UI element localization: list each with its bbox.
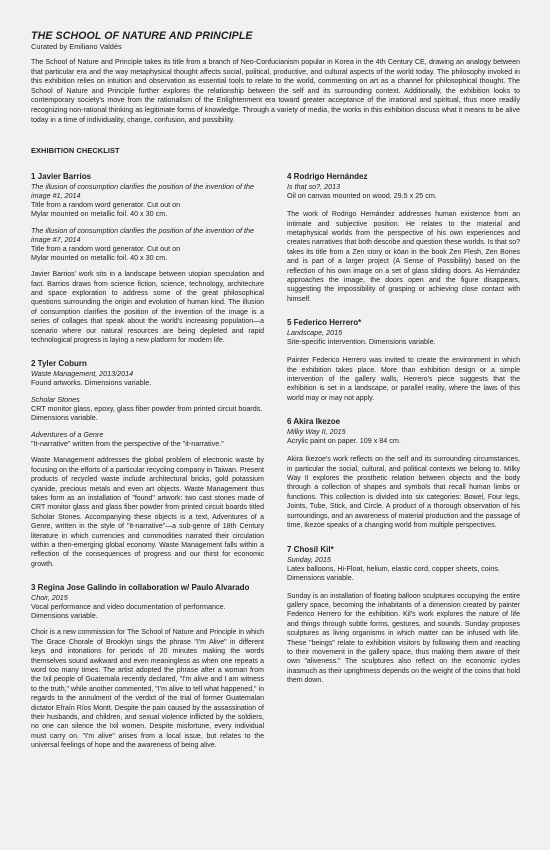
entry-description: Waste Management addresses the global problem of electronic waste by focusing on the efforts of a particular recycling company in Taiwan. Present products of recycled waste include architectural bricks, gold potassium cyanide, precious metals and even art objects. Waste Management thus takes form as an installation of "found" artwork: two cast stones made of CRT monitor glass and glass fiber powder from printed circuit boards titled Scholar Stones. Accompanying these objects is a text, Adventures of a Genre, written in the style of "it-narrative"—a sub-genre of 18th Century literature in which currencies and commodities narrated their circulation within a then-emerging global economy. Waste Management falls within a reflection of the consequences of progress and our thirst for economic growth. [31, 457, 264, 568]
work-item [31, 430, 264, 448]
work-details: Title from a random word generator. Cut out on [31, 200, 181, 210]
work-details: Vocal performance and video documentation of performance. Dimensions variable. [31, 602, 226, 621]
work-title: Waste Management, 2013/2014 [31, 369, 134, 379]
work-title: The illusion of consumption clarifies the position of the invention of the image #7, 2014 [31, 226, 254, 245]
entry-heading: 2 Tyler Coburn [31, 359, 87, 369]
entry-herrero [287, 318, 520, 403]
work-details: Mylar mounted on metallic foil. 40 x 30 cm. [31, 209, 168, 219]
work-details: Site-specific intervention. Dimensions variable. [287, 337, 436, 347]
work-title: Scholar Stones [31, 395, 80, 405]
entry-ikezoe [287, 417, 520, 530]
left-column [31, 172, 264, 764]
right-column [287, 172, 520, 764]
work-title: Milky Way II, 2015 [287, 427, 346, 437]
work-title: Adventures of a Genre [31, 430, 104, 440]
checklist-heading: EXHIBITION CHECKLIST [31, 146, 120, 156]
entry-coburn [31, 359, 264, 569]
work-details: Mylar mounted on metallic foil. 40 x 30 cm. [31, 253, 168, 263]
entry-heading: 5 Federico Herrero* [287, 318, 362, 328]
entry-description: Choir is a new commission for The School of Nature and Principle in which The Grace Chorale of Brooklyn sings the phrase "I'm Alive" in different keys and intonations for periods of 20 minutes making the words themselves sound awkward and even meaningless as when one repeats a word too many times. The artist adopted the phrase after a woman from the Ixil people of Guatemala recently declared, "I'm alive and I am witness to the truth," while another commented, "I'm alive to tell what happened," in regards to the annulment of the verdict of the trial of former Guatemalan dictator Efraín Ríos Montt. Despite the pain caused by the assassination of their husbands, and children, and sexual violence inflicted by the soldiers, no one can silence the Ixil women. Despite misfortune, every individual must carry on. "I'm alive" arises from a local issue, but relates to the universal feelings of hope and the awareness of being alive. [31, 629, 264, 750]
checklist-columns [31, 172, 520, 764]
entry-barrios [31, 172, 264, 345]
work-item [287, 328, 520, 346]
entry-galindo [31, 583, 264, 750]
work-title: Sunday, 2015 [287, 554, 331, 564]
work-title: Choir, 2015 [31, 593, 68, 603]
work-details: "It-narrative" written from the perspective of the "it-narrative." [31, 439, 224, 449]
entry-heading: 1 Javier Barrios [31, 172, 92, 182]
entry-hernandez [287, 172, 520, 304]
work-item [287, 182, 520, 200]
page-title: THE SCHOOL OF NATURE AND PRINCIPLE [31, 30, 253, 42]
work-item [287, 555, 520, 582]
work-item [31, 395, 264, 422]
entry-description: The work of Rodrigo Hernández addresses human existence from an intimate and subjective position. He relates to the material and metaphysical worlds from the perspective of his own experiences and creates narratives that both describe and question these worlds. Is that so? takes its title from a Zen story or kōan in the book Zen Flesh, Zen Bones and is part of a larger project (A Sense of Possibility) based on the reflection of his own image on a set of glass sliding doors. As Hernández approaches the image, the doors open and the figure disappears, suggesting the impossibility of grasping or achieving close contact with himself. [287, 211, 520, 303]
work-details: Found artworks. Dimensions variable. [31, 378, 152, 388]
work-title: Landscape, 2015 [287, 328, 343, 338]
entry-description: Akira Ikezoe's work reflects on the self and its surrounding circumstances, in particular the social, cultural, and political contexts we belong to. Milky Way II explores the prosthetic relation between objects and the body through a collection of shapes and symbols that recall human limbs or functions. This collection is divided into six categories: Bowel, Four legs, Joints, Tube, Stick, and Circle. A product of a thorough observation of his surroundings, and an awareness of material production and the passage of time, Ikezoe speaks of a changing world from multiple perspectives. [287, 456, 520, 530]
work-details: CRT monitor glass, epoxy, glass fiber powder from printed circuit boards. Dimensions variable. [31, 404, 263, 423]
entry-description: Javier Barrios' work sits in a landscape between utopian speculation and fact. Barrios draws from science fiction, science, technology, architecture and space exploration to address some of the great philosophical questions surrounding the origin and evolution of human kind. The illusion of consumption clarifies the position of the invention of the image is a series of collages that speak about the world's increasing population—a scenario where our natural resources are being depleted and rapid technological progress is laying a new platform for modern life. [31, 271, 264, 344]
intro-paragraph: The School of Nature and Principle takes its title from a branch of Neo-Confucianism popular in Korea in the 4th Century CE, drawing an analogy between that particular era and the way metaphysical thought affects social, political, productive, and cultural aspects of the world today. The philosophy invoked in this exhibition relies on intuition and observation as essential tools to relate to the world, commenting on art as a channel for philosophical thought. The School of Nature and Principle further explores the relationship between the self and its surrounding context. Additionally, the exhibition looks to contemporary society's move from the rationalism of the Enlightenment era toward greater acceptance of the irrational and spiritual, thus more readily recognizing non-rational thinking as legitimate forms of knowledge. Through a variety of media, the works in this exhibition discuss what it means to be alive today in a time of individuality, change, confusion, and possibility. [31, 58, 520, 124]
curator-line: Curated by Emiliano Valdés [31, 42, 122, 51]
work-item [287, 427, 520, 445]
work-title: Is that so?, 2013 [287, 182, 341, 192]
work-item [31, 369, 264, 387]
entry-description: Painter Federico Herrero was invited to create the environment in which the exhibition takes place. More than exhibition design or a simple intervention of the gallery walls, Herrero's piece suggests that the exhibition is set in a landscape, or parallel reality, where the laws of this world may or may not apply. [287, 357, 520, 402]
entry-heading: 3 Regina Jose Galindo in collaboration w/ Paulo Alvarado [31, 583, 250, 593]
entry-heading: 7 Chosil Kil* [287, 544, 334, 554]
entry-heading: 4 Rodrigo Hernández [287, 172, 368, 182]
entry-kil [287, 545, 520, 686]
work-details: Acrylic paint on paper. 109 x 84 cm. [287, 436, 401, 446]
work-details: Latex balloons, Hi-Float, helium, elastic cord, copper sheets, coins. Dimensions variable. [287, 563, 500, 582]
entry-description: Sunday is an installation of floating balloon sculptures occupying the entire gallery space, becoming the inhabitants of a dimension created by painter Federico Herrero for the exhibition. Kil's work explores the nature of life and things through subtle forms, gestures, and sounds. Sunday proposes sculptures as living organisms in which matter can be infused with life. These "beings" relate to exhibition visitors by following them and reacting to their movement in the gallery space, thus making them aware of their own "aliveness." The sculptures also reflect on the economic cycles inasmuch as their uprightness depends on the weight of the coins that hold them down. [287, 592, 520, 685]
entry-heading: 6 Akira Ikezoe [287, 417, 341, 427]
work-details: Oil on canvas mounted on wood. 29.5 x 25 cm. [287, 191, 437, 201]
work-details: Title from a random word generator. Cut out on [31, 244, 181, 254]
work-title: The illusion of consumption clarifies the position of the invention of the image #1, 2014 [31, 182, 254, 201]
work-item [31, 226, 264, 262]
work-item [31, 182, 264, 218]
work-item [31, 593, 264, 620]
